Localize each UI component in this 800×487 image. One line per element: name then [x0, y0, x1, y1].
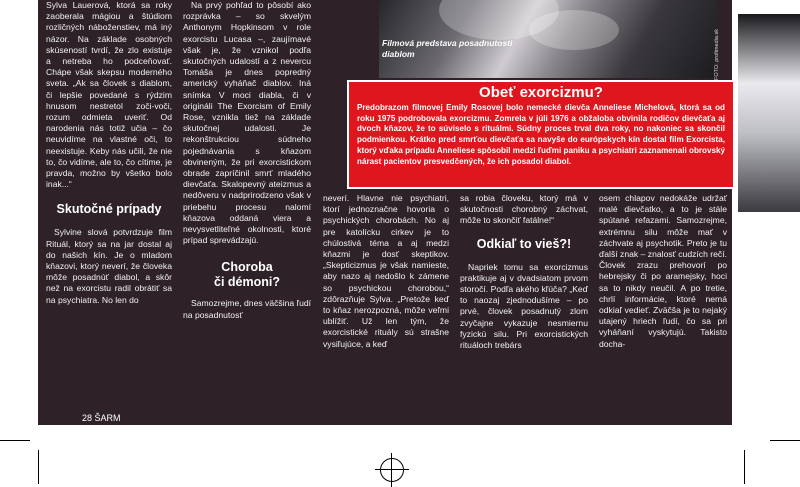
heading-odkial-to-vies: Odkiaľ to vieš?!	[476, 236, 572, 251]
sidebar-box-body: Predobrazom filmovej Emily Rosovej bolo nemecké dievča Anneliese Michelová, ktorá sa od roku 1975 podrobovala exorcizmu. Zomrela v júli 1976 a obžaloba obvinila rodičov dievčaťa aj dvoch kňazov, že to súviselo s rituálmi. Súdny proces trval dva roky, no nakoniec sa skončil podmienkou. Krátko pred smrťou dievčaťa sa navyše do európskych kín dostal film Exorcista, ktorý vďaka prípadu Anneliese spôsobil medzi ľuďmi paniku a psychiatri zaznamenali obrovský nárast pacientov presvedčených, že ich posadol diabol.	[357, 103, 725, 166]
sidebar-box-title: Obeť exorcizmu?	[479, 84, 603, 101]
heading-choroba-line-1: Choroba	[221, 260, 273, 275]
registration-mark	[380, 458, 404, 482]
column-4	[460, 193, 588, 351]
heading-skutocne-pripady: Skutočné prípady	[56, 202, 162, 217]
photo-caption: Filmová predstava posadnutosti diablom	[382, 38, 513, 59]
col1-paragraph-1: Sylva Lauerová, ktorá sa roky zaoberala mágiou a štúdiom rozličných náboženstiev, má iný názor. Na základe osobných skúseností tvrdí, že zlo existuje a netreba ho podceňovať. Chápe však skepsu moderného sveta. „Ak sa človek s diablom, či lepšie povedané s rýdzim hnusom nestretol zoči-voči, rozum odmieta uveriť. Od narodenia nás totiž učia – čo neuvidíme na vlastné oči, to neexistuje. Keby nás učili, že nie to, čo vidíme, ale to, čo cítime, je pravda, možno by všetko bolo inak...“	[46, 0, 172, 190]
column-5	[599, 193, 727, 350]
col2-paragraph-1: Na prvý pohľad to pôsobí ako rozprávka – so skvelým Anthonym Hopkinsom v role exorcistu Lucasa –, zaujímavé však je, že vznikol podľa skutočných udalostí a z nevercu Tomáša je dnes popredný americký vyháňač diablov. Iná snímka V moci diabla, či v origináli The Exorcism of Emily Rose, vznikla tiež na základe skutočnej udalosti. Je rekonštrukciou súdneho pojednávania s kňazom obvineným, že pri exorcistickom obrade zapríčinil smrť mladého dievčaťa. Skalopevný ateizmus a nedôveru v nadprirodzeno však v priebehu procesu nalomí kňazova oddaná viera a nevysvetliteľné okolnosti, ktoré prípad sprevádzajú.	[183, 0, 311, 246]
photo-credit	[714, 10, 724, 80]
crop-mark	[0, 440, 30, 441]
side-photo	[738, 14, 800, 212]
column-3	[323, 193, 449, 350]
crop-mark	[38, 450, 39, 484]
column-1	[46, 0, 172, 306]
col4-paragraph-1: sa robia človeku, ktorý má v skutočnosti chorobný záchvat, môže to skončiť fatálne!“	[460, 193, 588, 226]
heading-choroba-line-2: či démoni?	[214, 275, 280, 290]
magazine-page	[38, 0, 732, 425]
page-folio: 28 ŠARM	[82, 413, 121, 423]
crop-mark	[744, 450, 745, 484]
sidebar-box	[347, 80, 735, 189]
col5-paragraph-1: osem chlapov nedokáže udržať malé dievčatko, a to je stále spútané refazami. Samozrejme, extrémnu silu môže mať v záchvate aj psychotik. Preto je tu ďalší znak – znalosť cudzích rečí. Človek zrazu prehovorí po hebrejsky či po aramejsky, hoci sa to nikdy neučil. A po tretie, chrlí informácie, ktoré nemá odkiaľ vedieť. Zväčša je to nejaký utajený hriech ľudí, čo sa pri vyháňaní vyskytujú. Takisto docha-	[599, 193, 727, 349]
col3-paragraph-1: neverí. Hlavne nie psychiatri, ktorí jednoznačne hovoria o psychických chorobách. No aj pre katolícku cirkev je to chúlostivá téma a aj medzi kňazmi je dosť skeptikov. „Skepticizmus je však namieste, aby nazo aj nedošlo k zámene so psychickou chorobou,“ zdôrazňuje Sylva. „Pretože keď to kňaz nerozpozná, môže veľmi ublížiť. Už len tým, že exorcistické rituály sú strašne vysiľujúce, a keď	[323, 193, 449, 349]
photo-credit-text: FOTO: profimedia.sk	[714, 29, 720, 80]
col2-paragraph-2: Samozrejme, dnes väčšina ľudí na posadnutosť	[183, 298, 312, 320]
col1-paragraph-2: Sylvine slová potvrdzuje film Rituál, ktorý sa na jar dostal aj do našich kín. Je o mladom kňazovi, ktorý neverí, že človeka môže posadnúť diabol, a skôr než na exorcistu radil obrátiť sa na psychiatra. No len do	[46, 227, 172, 305]
column-2	[183, 0, 311, 321]
col4-paragraph-2: Napriek tomu sa exorcizmus praktikuje aj v dvadsiatom prvom storočí. Podľa akého kľúča? „Keď to naozaj zjednodušíme – po prvé, človek posadnutý zlom zvyčajne vykazuje nesmiernu fyzickú silu. Pri exorcistických rituáloch trebárs	[460, 261, 588, 351]
crop-mark	[770, 440, 800, 441]
